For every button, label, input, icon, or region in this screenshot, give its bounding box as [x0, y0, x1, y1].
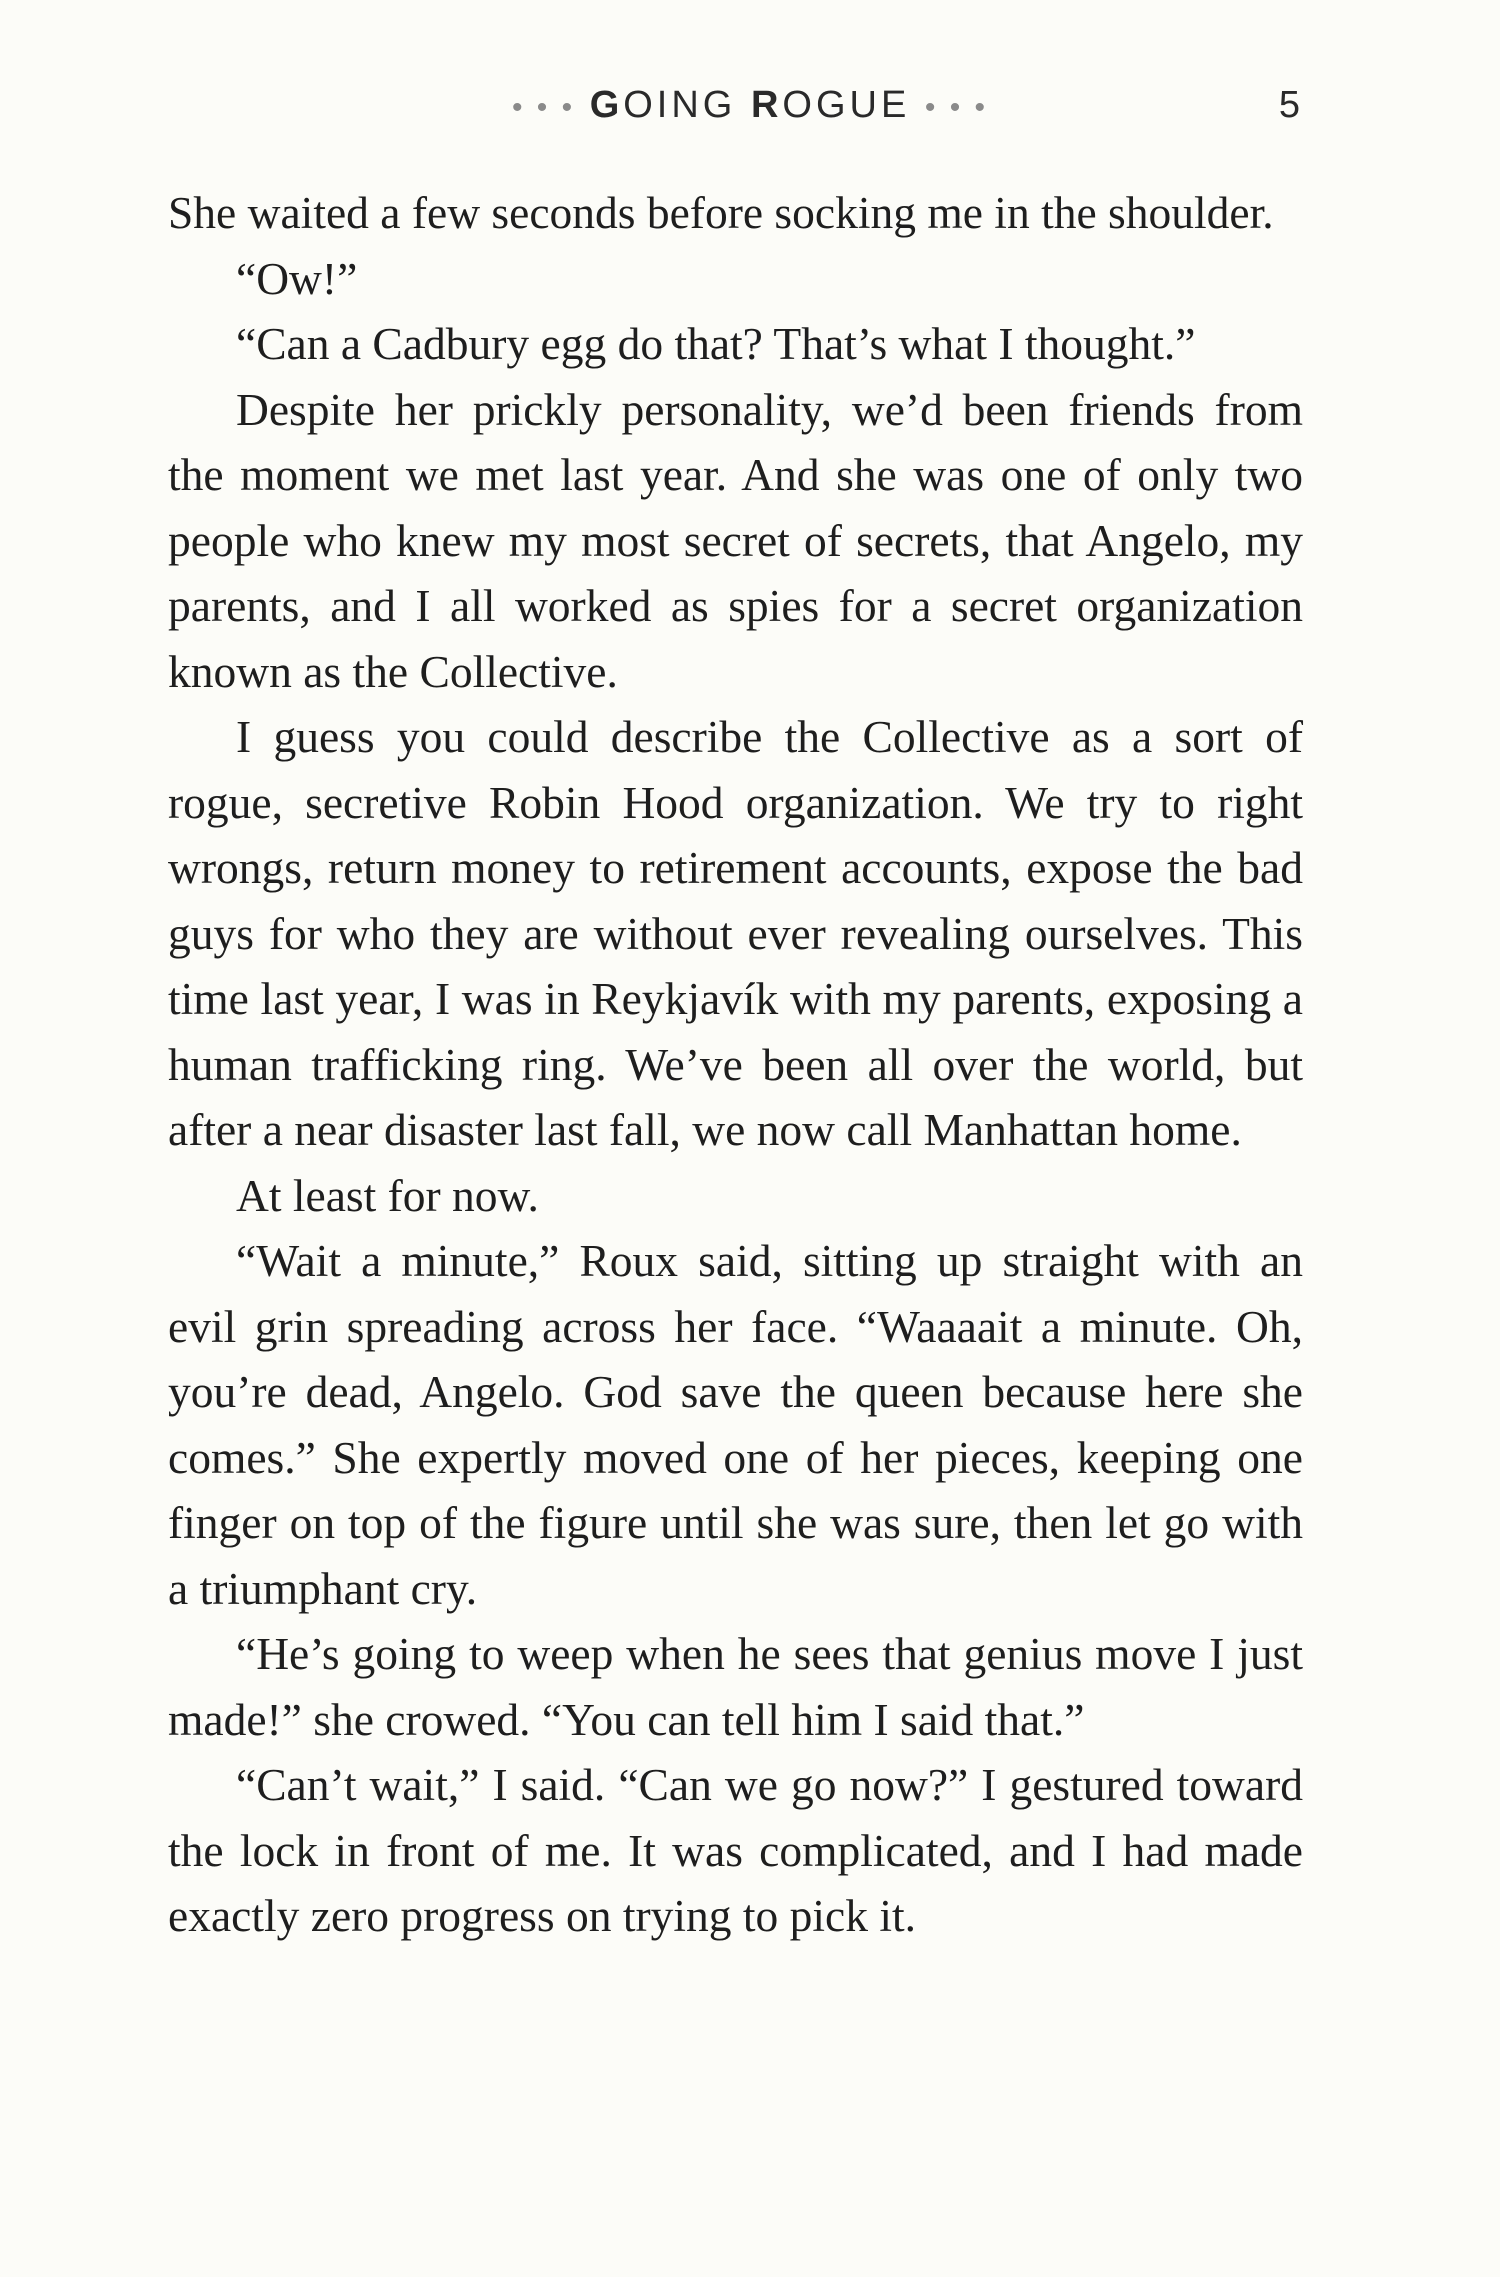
paragraph: I guess you could describe the Collective as a sort of rogue, secretive Robin Hood organization. We try to right wrongs, return money to retirement accounts, expose the bad guys for who they are without ever revealing ourselves. This time last year, I was in Reykjavík with my parents, exposing a human trafficking ring. We’ve been all over the world, but after a near disaster last fall, we now call Manhattan home.	[168, 711, 1303, 1155]
paragraph: “Can a Cadbury egg do that? That’s what I thought.”	[236, 318, 1196, 369]
body-text	[168, 180, 1303, 1949]
paragraph: “He’s going to weep when he sees that genius move I just made!” she crowed. “You can tell him I said that.”	[168, 1628, 1303, 1745]
paragraph: Despite her prickly personality, we’d been friends from the moment we met last year. And she was one of only two people who knew my most secret of secrets, that Angelo, my parents, and I all worked as spies for a secret organization known as the Collective.	[168, 383, 1303, 697]
title-word-going: OING	[623, 84, 737, 126]
leading-dots: • • •	[511, 91, 576, 124]
title-word-rogue: OGUE	[782, 84, 911, 126]
paragraph: “Wait a minute,” Roux said, sitting up straight with an evil grin spreading across her face. “Waaaait a minute. Oh, you’re dead, Angelo. God save the queen because here she comes.” She expertly moved one of her pieces, keeping one finger on top of the figure until she was sure, then let go with a triumphant cry.	[168, 1235, 1303, 1614]
trailing-dots: • • •	[924, 91, 989, 124]
paragraph: She waited a few seconds before socking me in the shoulder.	[168, 187, 1274, 238]
running-header	[0, 80, 1500, 130]
paragraph: At least for now.	[236, 1169, 539, 1221]
page-number: 5	[1278, 84, 1300, 126]
paragraph: “Can’t wait,” I said. “Can we go now?” I gestured toward the lock in front of me. It was complicated, and I had made exactly zero progress on trying to pick it.	[168, 1759, 1303, 1941]
paragraph: “Ow!”	[236, 252, 358, 304]
title-initial-r: R	[750, 84, 783, 126]
running-title	[0, 80, 1500, 133]
title-initial-g: G	[589, 84, 624, 126]
